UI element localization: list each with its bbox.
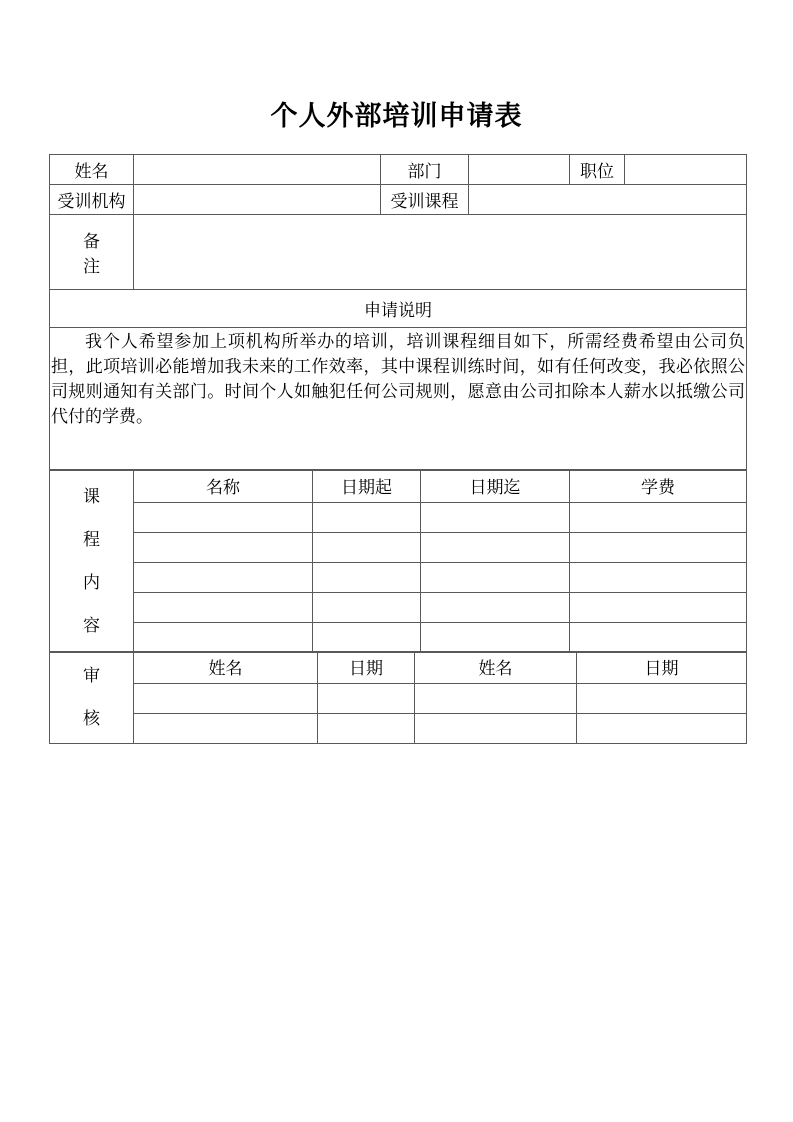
review-header-name-2: 姓名	[415, 652, 577, 684]
table-row	[50, 684, 747, 714]
instructions-header: 申请说明	[50, 290, 747, 328]
course-end-cell[interactable]	[421, 623, 570, 653]
review-date-cell[interactable]	[318, 684, 415, 714]
course-header-end-date: 日期迄	[421, 471, 570, 503]
review-header-name-1: 姓名	[134, 652, 318, 684]
review-date-cell[interactable]	[577, 684, 747, 714]
institution-label: 受训机构	[50, 185, 134, 215]
table-row	[50, 533, 747, 563]
review-header-date-2: 日期	[577, 652, 747, 684]
course-field[interactable]	[469, 185, 747, 215]
remarks-label	[50, 215, 134, 290]
table-row	[50, 503, 747, 533]
course-start-cell[interactable]	[313, 563, 421, 593]
review-label-char: 核	[83, 708, 100, 729]
course-header-name: 名称	[134, 471, 313, 503]
review-table	[49, 651, 747, 744]
course-name-cell[interactable]	[134, 563, 313, 593]
course-label-char: 内	[83, 572, 100, 593]
course-content-table	[49, 470, 747, 653]
review-header-date-1: 日期	[318, 652, 415, 684]
instructions-text: 我个人希望参加上项机构所举办的培训，培训课程细目如下，所需经费希望由公司负担，此项培训必能增加我未来的工作效率，其中课程训练时间，如有任何改变，我必依照公司规则通知有关部门。时间个人如触犯任何公司规则，愿意由公司扣除本人薪水以抵缴公司代付的学费。	[51, 332, 745, 427]
department-field[interactable]	[469, 155, 570, 185]
course-fee-cell[interactable]	[570, 503, 747, 533]
review-label-char: 审	[83, 665, 100, 686]
position-field[interactable]	[625, 155, 747, 185]
course-label-char: 程	[83, 529, 100, 550]
course-fee-cell[interactable]	[570, 623, 747, 653]
course-end-cell[interactable]	[421, 563, 570, 593]
institution-field[interactable]	[134, 185, 381, 215]
reviewer-name-cell[interactable]	[134, 684, 318, 714]
review-section-label	[50, 652, 134, 744]
course-label: 受训课程	[381, 185, 469, 215]
remarks-label-text: 备 注	[83, 232, 120, 277]
department-label: 部门	[381, 155, 469, 185]
name-field[interactable]	[134, 155, 381, 185]
reviewer-name-cell[interactable]	[415, 684, 577, 714]
course-name-cell[interactable]	[134, 533, 313, 563]
course-label-char: 容	[83, 615, 100, 636]
course-start-cell[interactable]	[313, 533, 421, 563]
table-row	[50, 714, 747, 744]
course-end-cell[interactable]	[421, 593, 570, 623]
course-end-cell[interactable]	[421, 533, 570, 563]
course-name-cell[interactable]	[134, 593, 313, 623]
applicant-info-table	[49, 154, 747, 470]
course-section-label	[50, 471, 134, 653]
review-date-cell[interactable]	[318, 714, 415, 744]
reviewer-name-cell[interactable]	[134, 714, 318, 744]
table-row	[50, 593, 747, 623]
name-label: 姓名	[50, 155, 134, 185]
form-title: 个人外部培训申请表	[270, 101, 523, 132]
course-start-cell[interactable]	[313, 623, 421, 653]
course-start-cell[interactable]	[313, 593, 421, 623]
remarks-field[interactable]	[134, 215, 747, 290]
course-end-cell[interactable]	[421, 503, 570, 533]
reviewer-name-cell[interactable]	[415, 714, 577, 744]
course-start-cell[interactable]	[313, 503, 421, 533]
course-header-start-date: 日期起	[313, 471, 421, 503]
course-label-char: 课	[83, 486, 100, 507]
position-label: 职位	[570, 155, 625, 185]
instructions-cell	[50, 328, 747, 470]
course-header-fee: 学费	[570, 471, 747, 503]
course-fee-cell[interactable]	[570, 563, 747, 593]
table-row	[50, 563, 747, 593]
course-name-cell[interactable]	[134, 503, 313, 533]
review-date-cell[interactable]	[577, 714, 747, 744]
course-name-cell[interactable]	[134, 623, 313, 653]
table-row	[50, 623, 747, 653]
course-fee-cell[interactable]	[570, 533, 747, 563]
course-fee-cell[interactable]	[570, 593, 747, 623]
